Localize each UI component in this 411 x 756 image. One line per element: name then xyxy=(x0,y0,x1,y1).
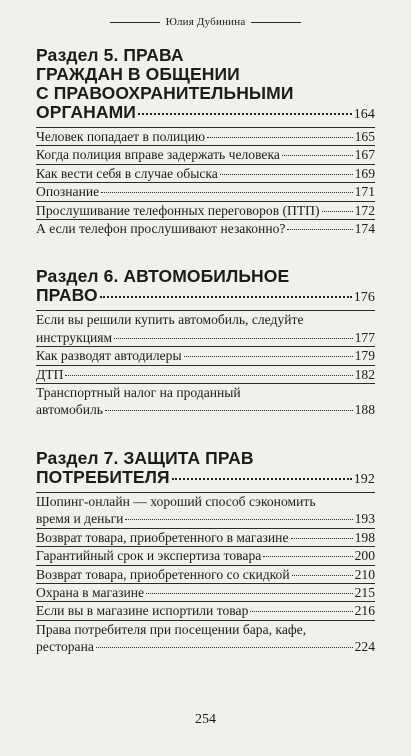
entry-last-line xyxy=(36,183,375,200)
toc-entry xyxy=(36,182,375,200)
toc-section xyxy=(36,449,375,656)
entry-title-line: Шопинг-онлайн — хороший способ сэкономить xyxy=(36,493,316,509)
section-title-last-line xyxy=(36,468,375,489)
dot-leader xyxy=(138,113,352,115)
entry-page-number: 193 xyxy=(354,511,375,527)
running-head-rule-left xyxy=(110,22,160,23)
toc-entry xyxy=(36,528,375,546)
entry-page-number: 224 xyxy=(354,639,375,655)
entry-list xyxy=(36,492,375,656)
dot-leader xyxy=(105,410,353,411)
dot-leader xyxy=(220,174,353,175)
entry-title-line: Права потребителя при посещении бара, кафе, xyxy=(36,621,307,637)
section-title-last-line xyxy=(36,103,375,124)
toc-entry xyxy=(36,601,375,619)
entry-page-number: 174 xyxy=(354,221,375,237)
entry-title-line: А если телефон прослушивают незаконно? xyxy=(36,221,286,237)
section-page-number: 192 xyxy=(353,471,375,487)
dot-leader xyxy=(250,611,352,612)
entry-page-number: 215 xyxy=(354,584,375,600)
section-page-number: 164 xyxy=(353,107,375,122)
dot-leader xyxy=(263,556,352,557)
page-number: 254 xyxy=(195,712,216,727)
dot-leader xyxy=(282,155,353,156)
entry-last-line xyxy=(36,347,375,364)
section-title-line: ГРАЖДАН В ОБЩЕНИИ xyxy=(36,64,240,84)
entry-page-number: 172 xyxy=(354,202,375,218)
toc-entry xyxy=(36,565,375,583)
entry-title-line: Опознание xyxy=(36,184,100,200)
section-title xyxy=(36,46,375,124)
dot-leader xyxy=(125,519,352,520)
section-title-line: Раздел 5. ПРАВА xyxy=(36,45,184,65)
section-title xyxy=(36,449,375,489)
entry-title-line: Когда полиция вправе задержать человека xyxy=(36,147,280,163)
entry-last-line xyxy=(36,529,375,546)
toc-section xyxy=(36,267,375,418)
section-title-last-line xyxy=(36,286,375,307)
toc-entry xyxy=(36,546,375,564)
entry-page-number: 171 xyxy=(354,184,375,200)
toc-entry xyxy=(36,492,375,528)
entry-title-line: ДТП xyxy=(36,366,64,382)
entry-title-line: Если вы в магазине испортили товар xyxy=(36,603,249,619)
entry-last-line xyxy=(36,566,375,583)
toc-entry xyxy=(36,365,375,383)
dot-leader xyxy=(100,296,352,298)
entry-page-number: 188 xyxy=(354,402,375,418)
dot-leader xyxy=(291,538,353,539)
dot-leader xyxy=(184,356,353,357)
entry-last-line xyxy=(36,401,375,418)
entry-title-line: автомобиль xyxy=(36,402,103,418)
entry-title-line: Как вести себя в случае обыска xyxy=(36,165,218,181)
entry-last-line xyxy=(36,146,375,163)
toc-section xyxy=(36,46,375,237)
entry-page-number: 167 xyxy=(354,147,375,163)
dot-leader xyxy=(322,211,353,212)
dot-leader xyxy=(65,375,352,376)
toc-entry xyxy=(36,310,375,346)
entry-last-line xyxy=(36,366,375,383)
entry-page-number: 177 xyxy=(354,329,375,345)
entry-last-line xyxy=(36,602,375,619)
toc-entry xyxy=(36,219,375,237)
section-title-line: Раздел 7. ЗАЩИТА ПРАВ xyxy=(36,447,254,468)
entry-title-line: Возврат товара, приобретенного в магазине xyxy=(36,529,289,545)
entry-title-line: Охрана в магазине xyxy=(36,584,145,600)
entry-page-number: 182 xyxy=(354,366,375,382)
entry-list xyxy=(36,127,375,237)
toc-entry xyxy=(36,583,375,601)
entry-last-line xyxy=(36,128,375,145)
entry-list xyxy=(36,310,375,418)
entry-page-number: 210 xyxy=(354,566,375,582)
dot-leader xyxy=(114,338,352,339)
toc-entry xyxy=(36,145,375,163)
entry-title-line: инструкциям xyxy=(36,329,113,345)
entry-page-number: 200 xyxy=(354,548,375,564)
entry-title-line: Гарантийный срок и экспертиза товара xyxy=(36,548,262,564)
entry-title-line: Возврат товара, приобретенного со скидкой xyxy=(36,566,290,582)
entry-last-line xyxy=(36,202,375,219)
toc-entry xyxy=(36,620,375,656)
section-title-line: ПРАВО xyxy=(36,285,98,306)
toc-entry xyxy=(36,127,375,145)
toc-entry xyxy=(36,164,375,182)
section-page-number: 176 xyxy=(353,290,375,306)
entry-page-number: 179 xyxy=(354,348,375,364)
entry-last-line xyxy=(36,165,375,182)
toc-entry xyxy=(36,346,375,364)
section-title-line: С ПРАВООХРАНИТЕЛЬНЫМИ xyxy=(36,83,294,103)
dot-leader xyxy=(292,575,353,576)
entry-title-line: Транспортный налог на проданный xyxy=(36,385,241,401)
dot-leader xyxy=(96,647,353,648)
entry-title-line: Как разводят автодилеры xyxy=(36,348,182,364)
entry-last-line xyxy=(36,220,375,237)
section-title-line: ПОТРЕБИТЕЛЯ xyxy=(36,466,170,487)
section-title xyxy=(36,267,375,307)
entry-page-number: 198 xyxy=(354,529,375,545)
toc-entry xyxy=(36,201,375,219)
entry-last-line xyxy=(36,584,375,601)
entry-last-line xyxy=(36,638,375,655)
entry-last-line xyxy=(36,547,375,564)
dot-leader xyxy=(287,229,352,230)
entry-last-line xyxy=(36,510,375,527)
entry-page-number: 169 xyxy=(354,165,375,181)
dot-leader xyxy=(172,478,352,480)
entry-title-line: ресторана xyxy=(36,639,94,655)
table-of-contents xyxy=(36,46,375,656)
running-head-rule-right xyxy=(251,22,301,23)
entry-page-number: 165 xyxy=(354,129,375,144)
section-title-line: ОРГАНАМИ xyxy=(36,102,136,122)
running-head xyxy=(110,14,301,30)
entry-title-line: Человек попадает в полицию xyxy=(36,129,205,144)
dot-leader xyxy=(207,137,353,138)
entry-title-line: время и деньги xyxy=(36,511,124,527)
dot-leader xyxy=(146,593,353,594)
dot-leader xyxy=(101,192,352,193)
entry-title-line: Если вы решили купить автомобиль, следуйте xyxy=(36,312,304,328)
toc-entry xyxy=(36,383,375,419)
running-head-author: Юлия Дубинина xyxy=(165,16,246,28)
entry-last-line xyxy=(36,329,375,346)
entry-title-line: Прослушивание телефонных переговоров (ПТП) xyxy=(36,202,320,218)
section-title-line: Раздел 6. АВТОМОБИЛЬНОЕ xyxy=(36,266,290,287)
entry-page-number: 216 xyxy=(354,603,375,619)
